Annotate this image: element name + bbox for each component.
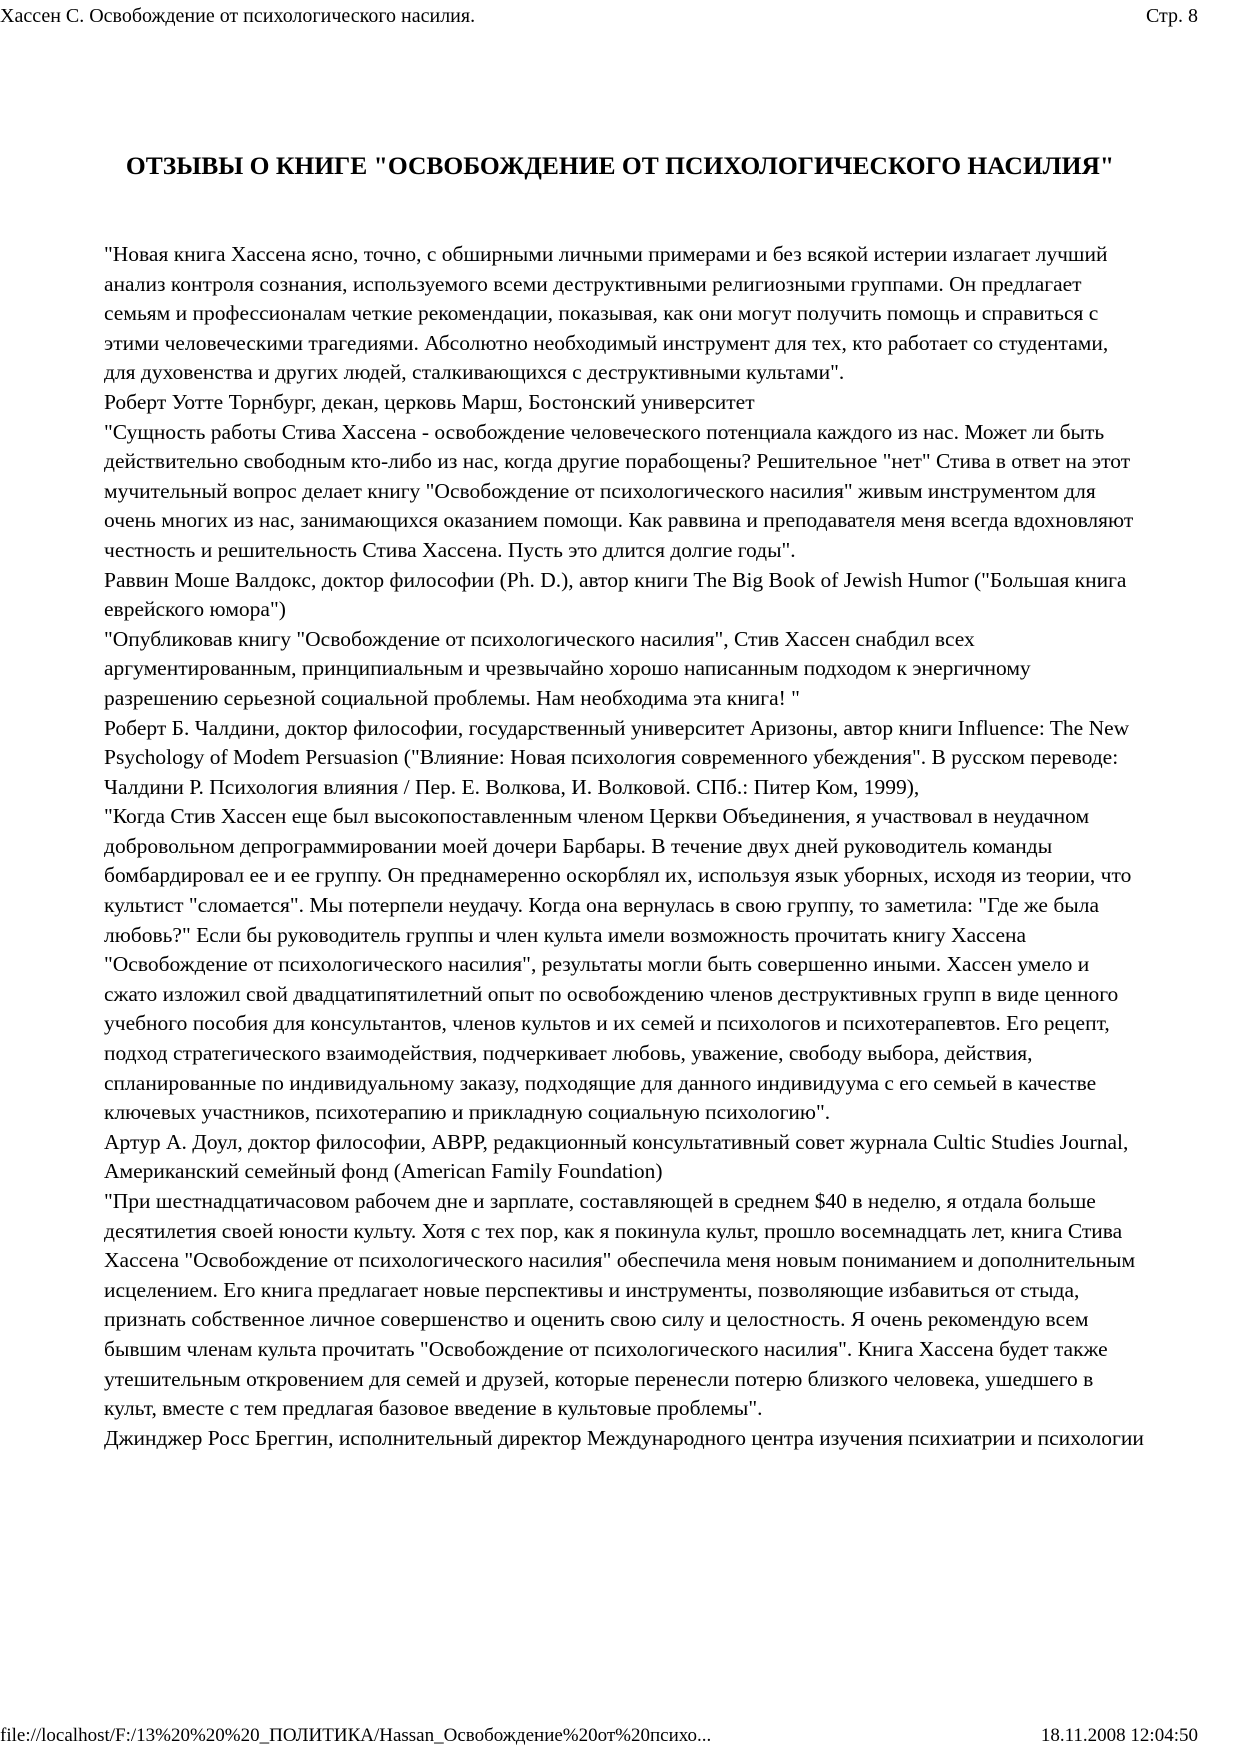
- header-document-title: Хассен С. Освобождение от психологического насилия.: [0, 5, 476, 27]
- review-quote: "При шестнадцатичасовом рабочем дне и зарплате, составляющей в среднем $40 в неделю, я отдала больше десятилетия своей юности культу. Хотя с тех пор, как я покинула культ, прошло восемнадцать лет, книга Стива Хассена "Освобождение от психологического насилия" обеспечила меня новым пониманием и дополнительным исцелением. Его книга предлагает новые перспективы и инструменты, позволяющие избавиться от стыда, признать собственное личное совершенство и оценить свою силу и целостность. Я очень рекомендую всем бывшим членам культа прочитать "Освобождение от психологического насилия". Книга Хассена будет также утешительным откровением для семей и друзей, которые перенесли потерю близкого человека, ушедшего в культ, вместе с тем предлагая базовое введение в культовые проблемы".: [104, 1189, 1136, 1421]
- review-author: Артур А. Доул, доктор философии, АВРР, редакционный консультативный совет журнала Cultic Studies Journal, Американский семейный фонд (American Family Foundation): [104, 1129, 1129, 1184]
- review-author: Раввин Моше Валдокс, доктор философии (Ph. D.), автор книги The Big Book of Jewish Humor ("Большая книга еврейского юмора"): [104, 567, 1127, 622]
- review-quote: "Новая книга Хассена ясно, точно, с обширными личными примерами и без всякой истерии излагает лучший анализ контроля сознания, используемого всеми деструктивными религиозными группами. Он предлагает семьям и профессионалам четкие рекомендации, показывая, как они могут получить помощь и справиться с этими человеческими трагедиями. Абсолютно необходимый инструмент для тех, кто работает со студентами, для духовенства и других людей, сталкивающихся с деструктивными культами".: [104, 242, 1109, 385]
- page-title: ОТЗЫВЫ О КНИГЕ "ОСВОБОЖДЕНИЕ ОТ ПСИХОЛОГИЧЕСКОГО НАСИЛИЯ": [125, 151, 1115, 180]
- review-quote: "Опубликовав книгу "Освобождение от психологического насилия", Стив Хассен снабдил всех аргументированным, принципиальным и чрезвычайно хорошо написанным подходом к энергичному разрешению серьезной социальной проблемы. Нам необходима эта книга! ": [104, 626, 1031, 710]
- review-author: Роберт Б. Чалдини, доктор философии, государственный университет Аризоны, автор книги Influence: The New Psychology of Modem Persuasion ("Влияние: Новая психология современного убеждения". В русском переводе: Чалдини Р. Психология влияния / Пер. Е. Волкова, И. Волковой. СПб.: Питер Ком, 1999),: [104, 715, 1130, 799]
- footer-file-path: file://localhost/F:/13%20%20%20_ПОЛИТИКА/Hassan_Освобождение%20от%20психо...: [0, 1725, 712, 1746]
- reviews-body: [104, 240, 1144, 1453]
- review-quote: "Сущность работы Стива Хассена - освобождение человеческого потенциала каждого из нас. Может ли быть действительно свободным кто-либо из нас, когда другие порабощены? Решительное "нет" Стива в ответ на этот мучительный вопрос делает книгу "Освобождение от психологического насилия" живым инструментом для очень многих из нас, занимающихся оказанием помощи. Как раввина и преподавателя меня всегда вдохновляют честность и решительность Стива Хассена. Пусть это длится долгие годы".: [104, 419, 1134, 562]
- review-author: Джинджер Росс Бреггин, исполнительный директор Международного центра изучения психиатрии и психологии: [104, 1425, 1144, 1450]
- review-quote: "Когда Стив Хассен еще был высокопоставленным членом Церкви Объединения, я участвовал в неудачном добровольном депрограммировании моей дочери Барбары. В течение двух дней руководитель команды бомбардировал ее и ее группу. Он преднамеренно оскорблял их, используя язык уборных, исходя из теории, что культист "сломается". Мы потерпели неудачу. Когда она вернулась в свою группу, то заметила: "Где же была любовь?" Если бы руководитель группы и член культа имели возможность прочитать книгу Хассена "Освобождение от психологического насилия", результаты могли быть совершенно иными. Хассен умело и сжато изложил свой двадцатипятилетний опыт по освобождению членов деструктивных групп в виде ценного учебного пособия для консультантов, членов культов и их семей и психологов и психотерапевтов. Его рецепт, подход стратегического взаимодействия, подчеркивает любовь, уважение, свободу выбора, действия, спланированные по индивидуальному заказу, подходящие для данного индивидуума с его семьей в качестве ключевых участников, психотерапию и прикладную социальную психологию".: [104, 804, 1132, 1125]
- header-page-number: Стр. 8: [1145, 5, 1198, 27]
- footer-datetime: 18.11.2008 12:04:50: [1040, 1725, 1198, 1746]
- review-author: Роберт Уотте Торнбург, декан, церковь Марш, Бостонский университет: [104, 389, 755, 414]
